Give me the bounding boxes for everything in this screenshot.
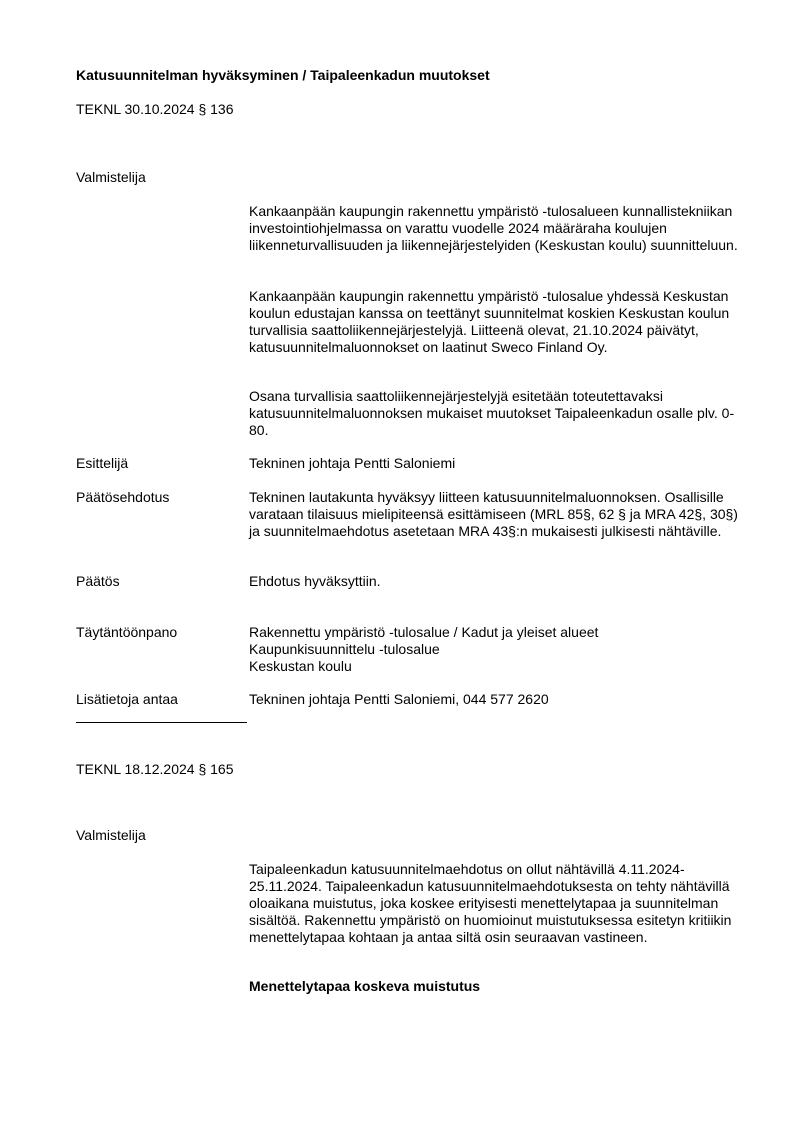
subheading-procedure-objection: Menettelytapaa koskeva muistutus (249, 978, 481, 994)
proposal-label: Päätösehdotus (76, 489, 170, 505)
preparer-label-1: Valmistelija (76, 169, 146, 185)
document-title: Katusuunnitelman hyväksyminen / Taipaleenkadun muutokset (76, 67, 490, 83)
decision-label: Päätös (76, 573, 120, 589)
execution-item: Keskustan koulu (249, 658, 352, 674)
section-divider (76, 722, 247, 723)
preparer-label-2: Valmistelija (76, 827, 146, 843)
execution-list (249, 624, 749, 675)
preparation-paragraph-3 (249, 388, 749, 439)
info-text: Tekninen johtaja Pentti Saloniemi, 044 577 2620 (249, 691, 549, 707)
preparation-paragraph-4 (249, 861, 749, 946)
info-label: Lisätietoja antaa (76, 691, 178, 707)
paragraph-text: Osana turvallisia saattoliikennejärjestelyjä esitetään toteutettavaksi katusuunnitelmaluonnoksen mukaiset muutokset Taipaleenkadun osalle plv. 0-80. (249, 388, 735, 438)
meeting-reference-1: TEKNL 30.10.2024 § 136 (76, 101, 234, 117)
paragraph-text: Taipaleenkadun katusuunnitelmaehdotus on ollut nähtävillä 4.11.2024-25.11.2024. Taipaleenkadun katusuunnitelmaehdotuksesta on tehty nähtävillä oloaikana muistutus, joka koskee erityisesti menettelytapaa ja suunnitelman sisältöä. Rakennettu ympäristö on huomioinut muistutuksessa esitetyn kritiikin menettelytapaa kohtaan ja antaa siltä osin seuraavan vastineen. (249, 861, 732, 945)
paragraph-text: Kankaanpään kaupungin rakennettu ympäristö -tulosalue yhdessä Keskustan koulun edustajan kanssa on teettänyt suunnitelmat koskien Keskustan koulun turvallisia saattoliikennejärjestelyjä. Liitteenä olevat, 21.10.2024 päivätyt, katusuunnitelmaluonnokset on laatinut Sweco Finland Oy. (249, 288, 730, 355)
proposal-text: Tekninen lautakunta hyväksyy liitteen katusuunnitelmaluonnoksen. Osallisille varataan tilaisuus mielipiteensä esittämiseen (MRL 85§, 62 § ja MRA 42§, 30§) ja suunnitelmaehdotus asetetaan MRA 43§:n mukaisesti julkisesti nähtäville. (249, 489, 738, 539)
execution-label: Täytäntöönpano (76, 624, 178, 640)
presenter-value: Tekninen johtaja Pentti Saloniemi (249, 455, 456, 471)
preparation-paragraph-2 (249, 288, 749, 356)
meeting-reference-2: TEKNL 18.12.2024 § 165 (76, 761, 234, 777)
preparation-paragraph-1 (249, 203, 749, 254)
execution-item: Rakennettu ympäristö -tulosalue / Kadut ja yleiset alueet (249, 624, 599, 640)
presenter-label: Esittelijä (76, 455, 129, 471)
paragraph-text: Kankaanpään kaupungin rakennettu ympäristö -tulosalueen kunnallistekniikan investointiohjelmassa on varattu vuodelle 2024 määräraha koulujen liikenneturvallisuuden ja liikennejärjestelyiden (Keskustan koulu) suunnitteluun. (249, 203, 738, 253)
decision-text: Ehdotus hyväksyttiin. (249, 573, 381, 589)
execution-item: Kaupunkisuunnittelu -tulosalue (249, 641, 440, 657)
